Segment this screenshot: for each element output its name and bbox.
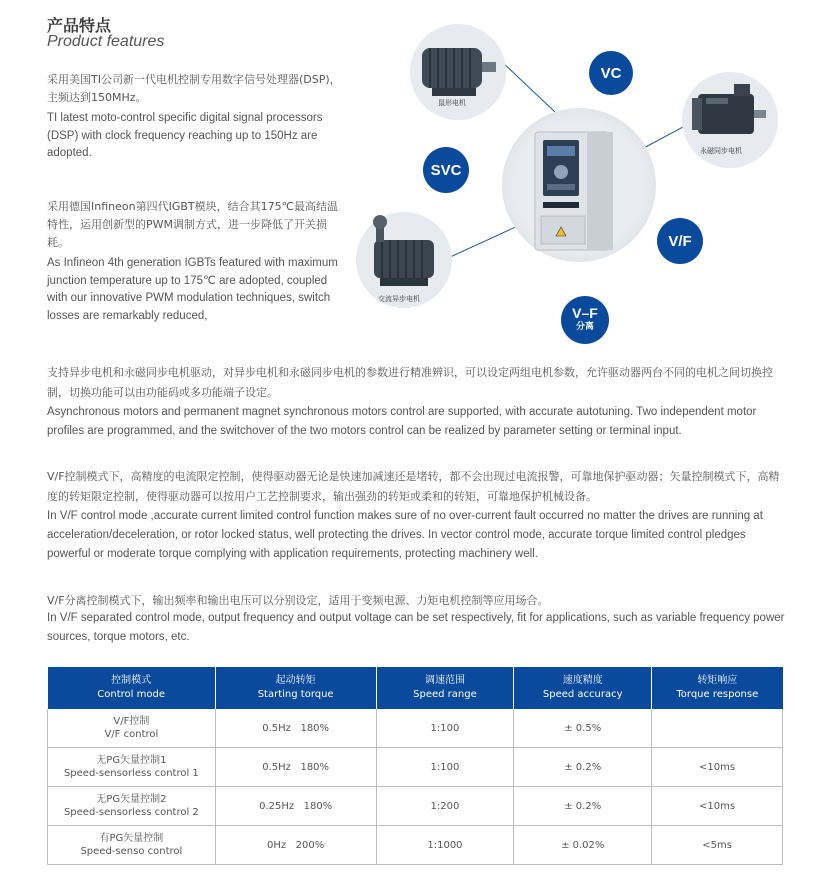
header-en: Starting torque <box>257 689 334 700</box>
feature-text-en: Asynchronous motors and permanent magnet synchronous motors control are supported, with accurate autotuning. Two independent motor profiles are programmed, and the switchover of the two motors control can be realized by parameter setting or terminal input. <box>47 406 757 437</box>
table-header-row <box>48 667 783 709</box>
feature-vf-separated <box>47 592 787 647</box>
motor-label: 永磁同步电机 <box>700 147 742 155</box>
mode-en: Speed-sensorless control 2 <box>63 807 199 818</box>
table-row <box>48 748 783 787</box>
cell-torque: 0Hz 200% <box>215 826 376 865</box>
control-mode-table <box>47 667 783 865</box>
feature-motor-support <box>47 363 787 441</box>
badge-label: VC <box>600 64 622 82</box>
motor-label: 交流异步电机 <box>378 295 420 303</box>
cell-response: <5ms <box>652 826 783 865</box>
header-starting-torque <box>215 667 376 709</box>
header-en: Control mode <box>97 689 165 700</box>
mode-zh: V/F控制 <box>113 716 150 727</box>
cell-mode <box>48 709 216 748</box>
cell-accuracy: ± 0.2% <box>514 748 652 787</box>
header-en: Torque response <box>676 689 759 700</box>
header-speed-range <box>376 667 514 709</box>
feature-text-en: TI latest moto-control specific digital signal processors (DSP) with clock frequency reaching up to 150Hz are adopted. <box>47 112 323 159</box>
feature-text-en: In V/F control mode ,accurate current limited control function makes sure of no over-current fault occurred no matter the drives are running at acceleration/deceleration, or rotor locked status, well protecting the drives. In vector control mode, accurate torque limited control pledges powerful or moderate torque complying with application requirements, protecting machinery well. <box>47 510 763 560</box>
header-zh: 调速范围 <box>424 675 465 686</box>
header-en: Speed range <box>413 689 477 700</box>
mode-zh: 无PG矢量控制1 <box>96 755 167 766</box>
table-row <box>48 826 783 865</box>
header-control-mode <box>48 667 216 709</box>
cell-torque: 0.5Hz 180% <box>215 709 376 748</box>
cell-accuracy: ± 0.02% <box>514 826 652 865</box>
feature-text-zh: 采用美国TI公司新一代电机控制专用数字信号处理器(DSP)，主频达到150MHz。 <box>47 73 341 104</box>
section-title-zh: 产品特点 <box>47 16 112 35</box>
header-zh: 速度精度 <box>562 675 603 686</box>
squirrel-cage-motor <box>410 24 506 120</box>
mode-en: Speed-senso control <box>80 846 183 857</box>
mode-en: Speed-sensorless control 1 <box>63 768 199 779</box>
cell-mode <box>48 787 216 826</box>
table-row <box>48 709 783 748</box>
cell-mode <box>48 826 216 865</box>
feature-text-en: As Infineon 4th generation IGBTs featured with maximum junction temperature up to 175℃ are adopted, coupled with our innovative PWM modulation techniques, switch losses are remarkably reduced, <box>47 257 338 322</box>
mode-en: V/F control <box>104 729 159 740</box>
cell-response <box>652 709 783 748</box>
motor-label: 鼠形电机 <box>438 99 466 107</box>
cell-mode <box>48 748 216 787</box>
header-en: Speed accuracy <box>542 689 623 700</box>
badge-label: V–F <box>572 305 598 321</box>
feature-text-zh: 支持异步电机和永磁同步电机驱动，对异步电机和永磁同步电机的参数进行精准辨识，可以设定两组电机参数，允许驱动器两台不同的电机之间切换控制，切换功能可以由功能码或多功能端子设定。 <box>47 366 773 399</box>
cell-response: <10ms <box>652 787 783 826</box>
feature-text-zh: 采用德国Infineon第四代IGBT模块，结合其175℃最高结温特性，运用创新型的PWM调制方式，进一步降低了开关损耗。 <box>47 200 338 249</box>
vf-badge <box>657 218 703 264</box>
section-title-en: Product features <box>47 33 165 50</box>
badge-sublabel: 分离 <box>575 321 594 331</box>
badge-label: V/F <box>668 232 692 250</box>
feature-text-en: In V/F separated control mode, output frequency and output voltage can be set respectively, fit for applications, such as variable frequency power sources, torque motors, etc. <box>47 612 785 643</box>
mode-zh: 有PG矢量控制 <box>99 833 164 844</box>
header-torque-response <box>652 667 783 709</box>
cell-accuracy: ± 0.2% <box>514 787 652 826</box>
ac-asynchronous-motor <box>356 212 452 308</box>
cell-torque: 0.5Hz 180% <box>215 748 376 787</box>
header-zh: 转矩响应 <box>697 675 738 686</box>
header-zh: 起动转矩 <box>275 675 316 686</box>
table-row <box>48 787 783 826</box>
inverter-drive-image <box>529 130 629 258</box>
pm-synchronous-motor <box>682 72 778 168</box>
feature-text-zh: V/F控制模式下，高精度的电流限定控制，使得驱动器无论是快速加减速还是堵转，都不会出现过电流报警，可靠地保护驱动器；矢量控制模式下，高精度的转矩限定控制，使得驱动器可以按用户工艺控制要求，输出强劲的转矩或柔和的转矩，可靠地保护机械设备。 <box>47 470 780 503</box>
feature-text-zh: V/F分离控制模式下，输出频率和输出电压可以分别设定，适用于变频电源、力矩电机控制等应用场合。 <box>47 594 549 607</box>
badge-label: SVC <box>430 161 462 179</box>
cell-accuracy: ± 0.5% <box>514 709 652 748</box>
cell-torque: 0.25Hz 180% <box>215 787 376 826</box>
vf-separated-badge <box>561 296 609 344</box>
vc-badge <box>589 51 633 95</box>
svc-badge <box>423 147 469 193</box>
cell-range: 1:1000 <box>376 826 514 865</box>
cell-response: <10ms <box>652 748 783 787</box>
cell-range: 1:200 <box>376 787 514 826</box>
header-speed-accuracy <box>514 667 652 709</box>
cell-range: 1:100 <box>376 748 514 787</box>
feature-current-limit <box>47 467 787 564</box>
cell-range: 1:100 <box>376 709 514 748</box>
header-zh: 控制模式 <box>111 675 152 686</box>
mode-zh: 无PG矢量控制2 <box>96 794 167 805</box>
